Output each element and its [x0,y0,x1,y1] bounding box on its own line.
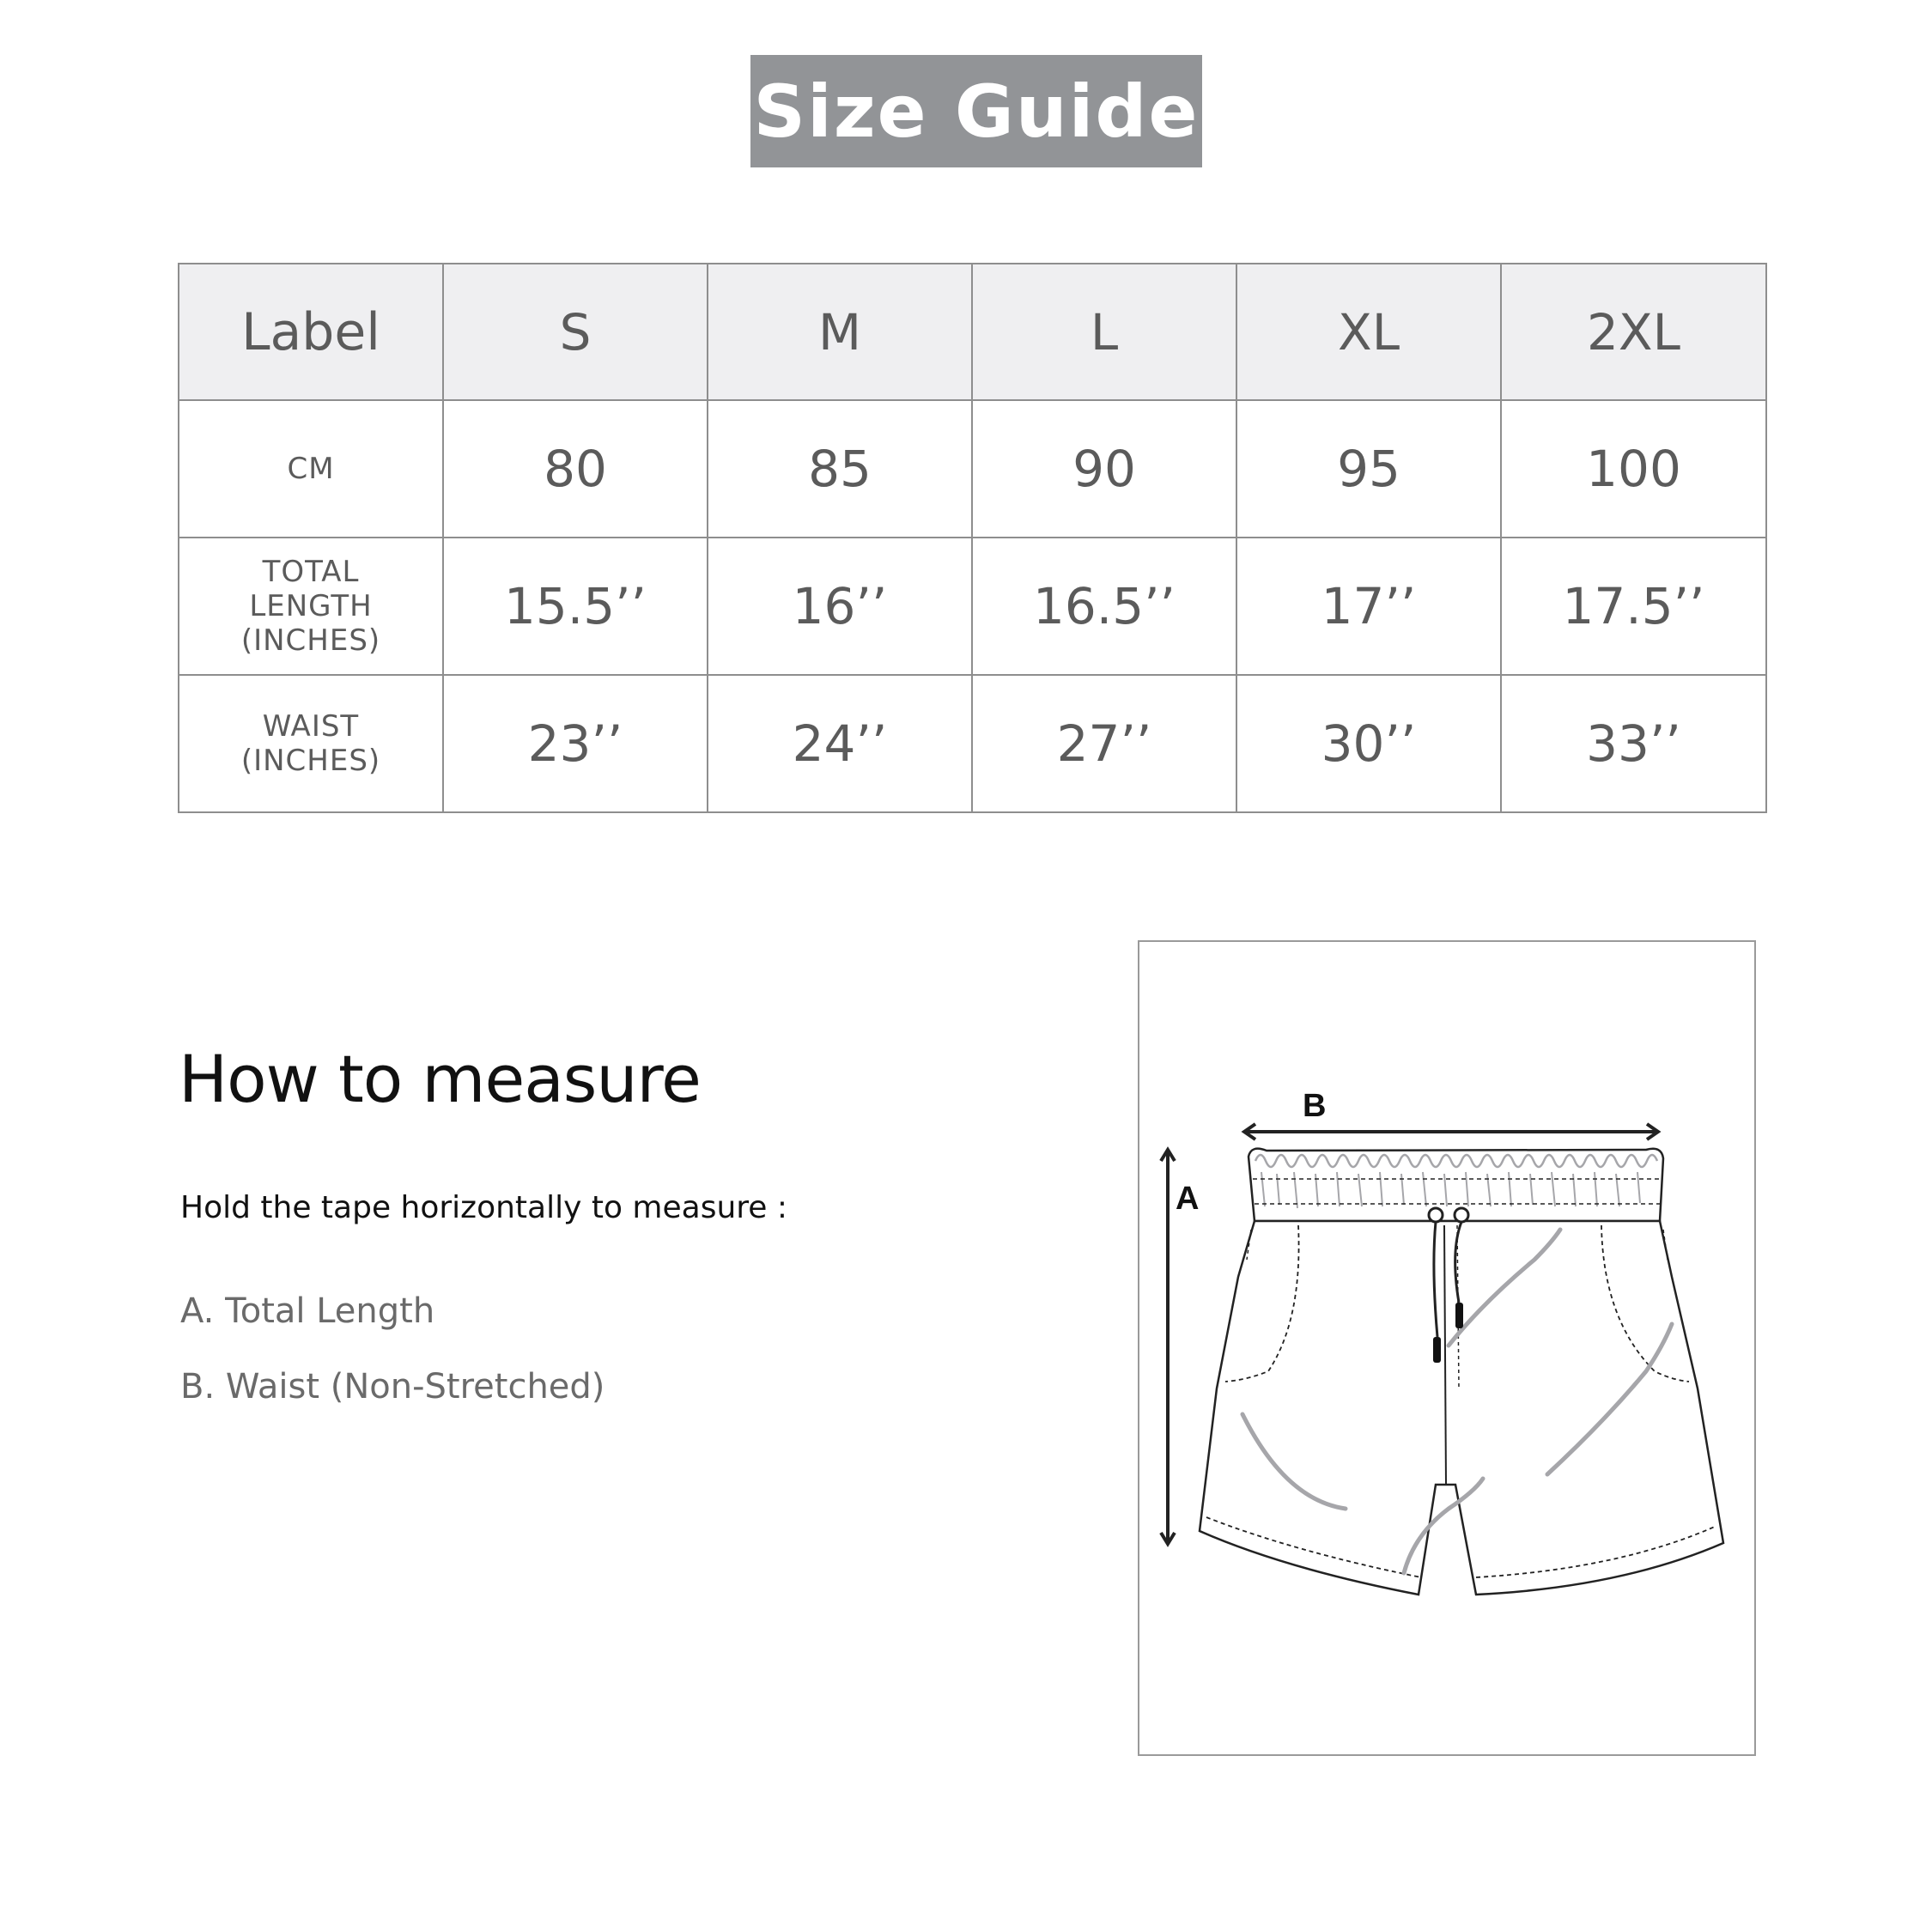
table-row-cm [179,400,1766,538]
waist-label-b: B [1303,1088,1327,1124]
row-label-cm [179,400,443,538]
header-cell-size: 2XL [1501,264,1766,400]
table-cell: 30’’ [1236,675,1501,812]
measure-item-total-length: A. Total Length [180,1291,435,1331]
table-cell: 95 [1236,400,1501,538]
table-cell: 15.5’’ [443,538,708,675]
row-label-line: WAIST [262,709,360,744]
table-cell: 16.5’’ [972,538,1236,675]
waist-arrow-icon [1244,1124,1658,1139]
header-cell-size: L [972,264,1236,400]
page-title: Size Guide [753,69,1200,154]
row-label-line: (INCHES) [240,623,381,658]
header-cell-label: Label [179,264,443,400]
shorts-illustration [1139,942,1754,1754]
measure-item-waist: B. Waist (Non-Stretched) [180,1367,605,1406]
table-cell: 85 [708,400,972,538]
row-label-total-length [179,538,443,675]
table-cell: 24’’ [708,675,972,812]
table-cell: 23’’ [443,675,708,812]
table-cell: 80 [443,400,708,538]
shorts-diagram-frame [1138,940,1756,1756]
table-row-total-length [179,538,1766,675]
row-label-line: CM [287,452,335,486]
table-header-row [179,264,1766,400]
row-label-line: TOTAL [262,555,360,589]
row-label-line: (INCHES) [240,744,381,778]
table-cell: 16’’ [708,538,972,675]
how-to-measure-heading: How to measure [179,1041,701,1117]
length-label-a: A [1176,1181,1200,1217]
size-guide-banner [750,55,1202,167]
table-cell: 90 [972,400,1236,538]
measure-instruction: Hold the tape horizontally to measure : [180,1190,788,1225]
table-cell: 33’’ [1501,675,1766,812]
table-cell: 17’’ [1236,538,1501,675]
header-cell-size: XL [1236,264,1501,400]
size-table [178,263,1767,813]
header-cell-size: M [708,264,972,400]
shorts-body-shape [1200,1221,1723,1595]
length-arrow-icon [1161,1150,1175,1544]
table-cell: 100 [1501,400,1766,538]
header-cell-size: S [443,264,708,400]
row-label-waist [179,675,443,812]
table-row-waist [179,675,1766,812]
table-cell: 27’’ [972,675,1236,812]
table-cell: 17.5’’ [1501,538,1766,675]
row-label-line: LENGTH [249,589,373,623]
